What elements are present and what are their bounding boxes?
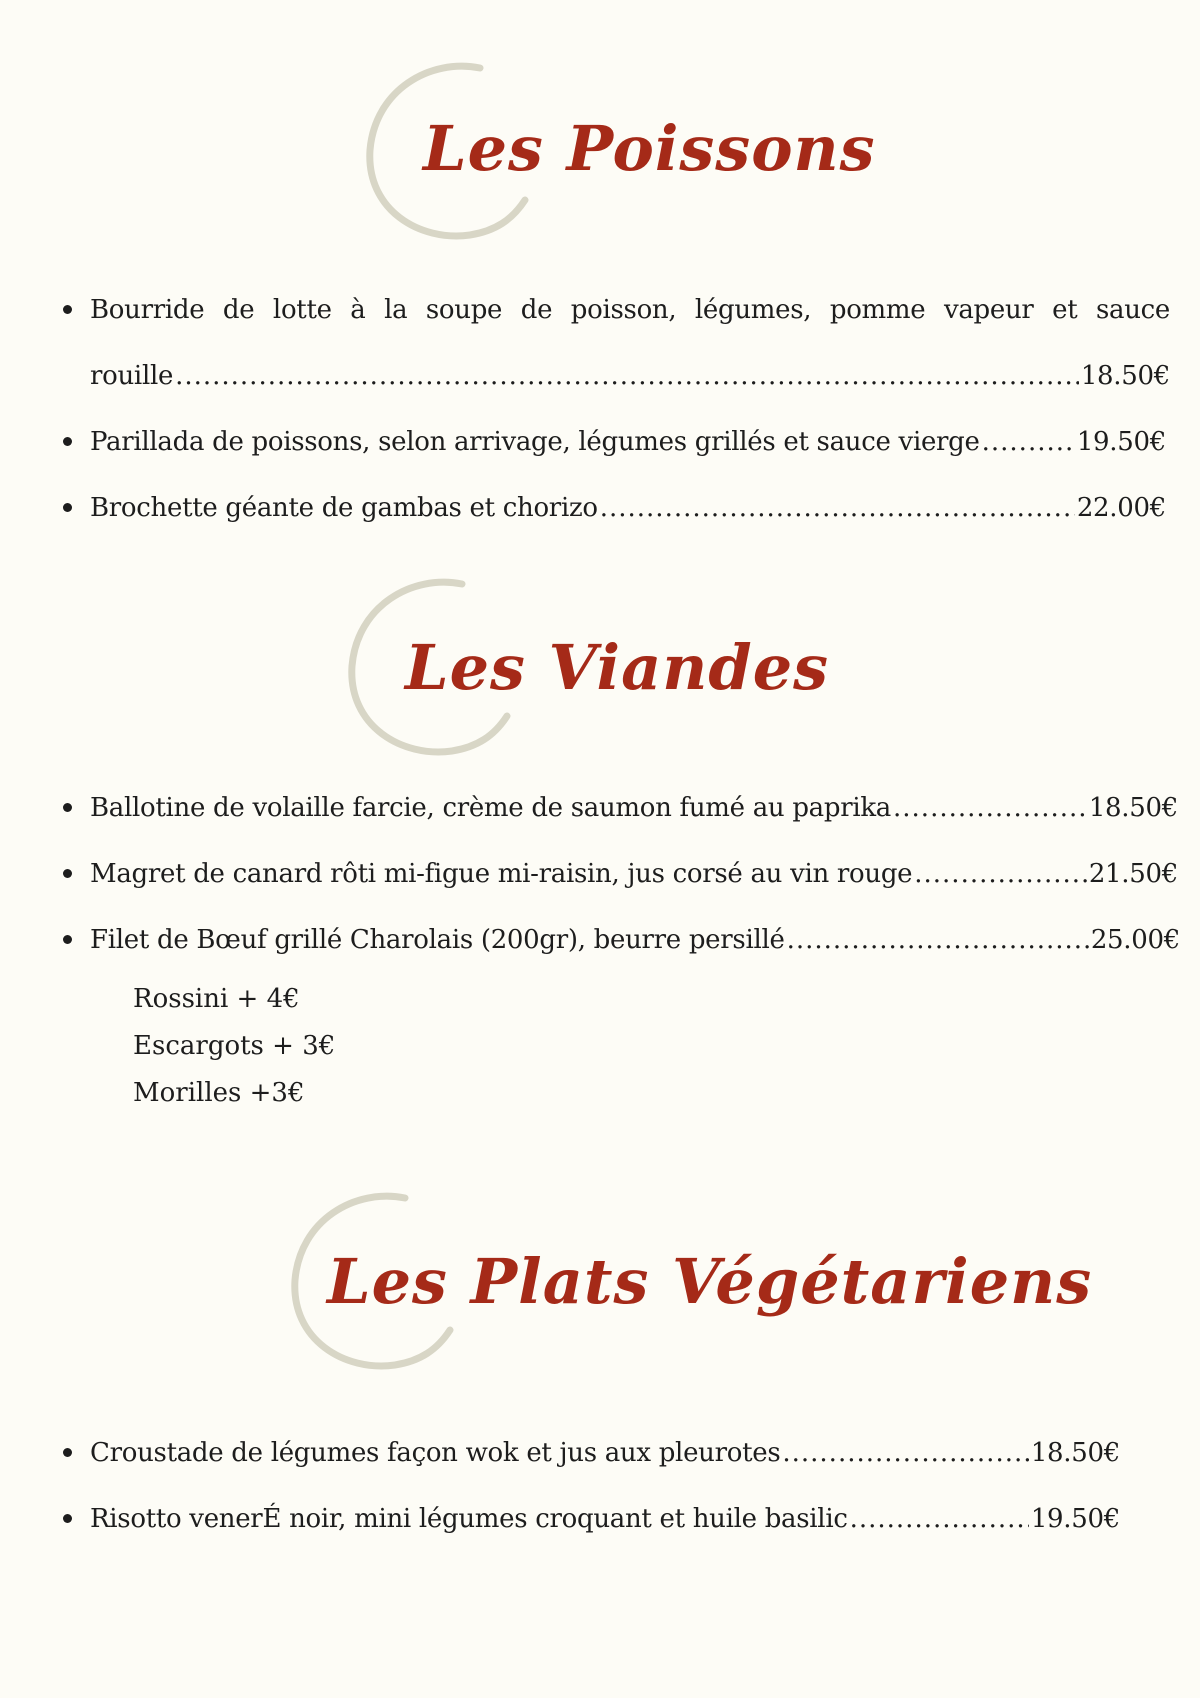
- item-name: Croustade de légumes façon wok et jus aux pleurotes: [90, 1438, 781, 1468]
- item-name: Bourride de lotte à la soupe de poisson, légumes, pomme vapeur et sauce: [90, 295, 1170, 325]
- item-name: Brochette géante de gambas et chorizo: [90, 493, 598, 523]
- list-item: [60, 907, 1180, 973]
- item-price: 18.50€: [1030, 1438, 1120, 1468]
- item-name: Ballotine de volaille farcie, crème de saumon fumé au paprika: [90, 793, 892, 823]
- item-price: 22.00€: [1076, 493, 1166, 523]
- item-name: Risotto venerÉ noir, mini légumes croquant et huile basilic: [90, 1504, 848, 1534]
- item-name: Filet de Bœuf grillé Charolais (200gr), beurre persillé: [90, 925, 785, 955]
- item-name-continued: rouille: [90, 361, 174, 391]
- option-item: Morilles +3€: [133, 1078, 305, 1108]
- list-item: [60, 475, 1166, 541]
- option-item: Rossini + 4€: [133, 984, 300, 1014]
- list-item: [60, 775, 1178, 841]
- vegetariens-list: [60, 1420, 1130, 1552]
- item-price: 21.50€: [1088, 859, 1178, 889]
- beef-options-list: [133, 976, 335, 1117]
- item-price: 18.50€: [1088, 793, 1178, 823]
- list-item: [60, 1486, 1120, 1552]
- dot-leader: [787, 907, 1089, 973]
- item-price: 25.00€: [1090, 925, 1180, 955]
- dot-leader: [782, 1420, 1028, 1486]
- dot-leader: [850, 1486, 1029, 1552]
- dot-leader: [175, 343, 1079, 409]
- poissons-list: [60, 277, 1170, 541]
- viandes-list: [60, 775, 1180, 973]
- dot-leader: [600, 475, 1075, 541]
- list-item: [60, 841, 1178, 907]
- item-price: 19.50€: [1030, 1504, 1120, 1534]
- section-title-vegetariens: Les Plats Végétariens: [327, 1245, 1093, 1318]
- list-item: [60, 409, 1166, 475]
- dot-leader: [893, 775, 1087, 841]
- dot-leader: [914, 841, 1087, 907]
- list-item: [60, 1420, 1120, 1486]
- item-name: Magret de canard rôti mi-figue mi-raisin, jus corsé au vin rouge: [90, 859, 913, 889]
- section-title-poissons: Les Poissons: [423, 112, 876, 185]
- item-name: Parillada de poissons, selon arrivage, légumes grillés et sauce vierge: [90, 427, 980, 457]
- item-price: 19.50€: [1076, 427, 1166, 457]
- list-item: [60, 277, 1170, 409]
- dot-leader: [982, 409, 1075, 475]
- option-item: Escargots + 3€: [133, 1031, 336, 1061]
- section-title-viandes: Les Viandes: [405, 631, 830, 704]
- item-price: 18.50€: [1080, 361, 1170, 391]
